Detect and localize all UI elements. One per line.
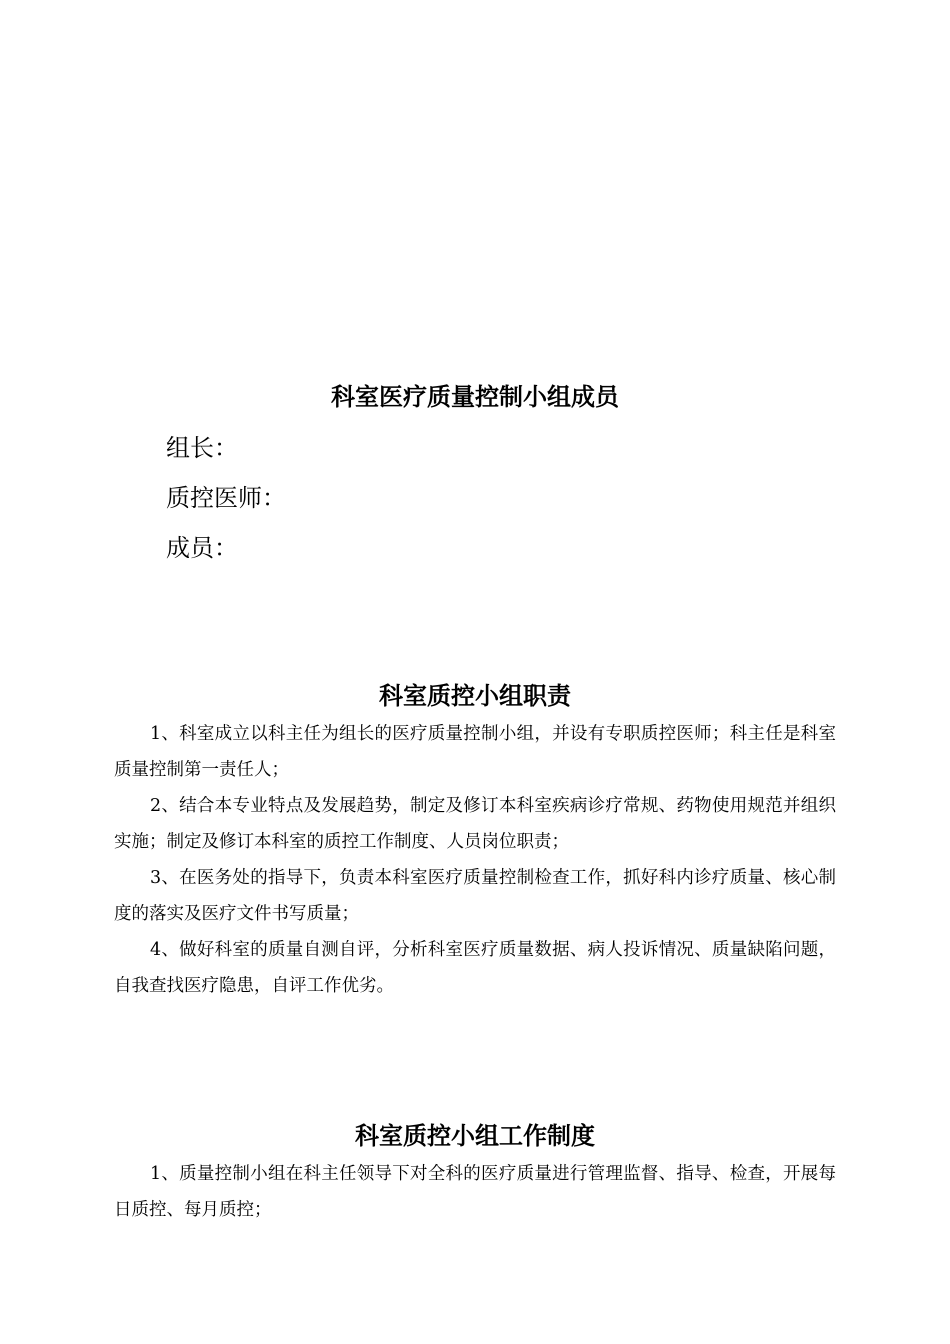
duties-section-title: 科室质控小组职责 [379,682,571,710]
rule-item: 1、质量控制小组在科主任领导下对全科的医疗质量进行管理监督、指导、检查，开展每日质控、每月质控； [114,1164,836,1220]
leader-label: 组长： [166,434,238,462]
duty-item: 1、科室成立以科主任为组长的医疗质量控制小组，并设有专职质控医师；科主任是科室质量控制第一责任人； [114,724,836,780]
duty-item: 3、在医务处的指导下，负责本科室医疗质量控制检查工作，抓好科内诊疗质量、核心制度的落实及医疗文件书写质量； [114,868,836,924]
duty-item: 4、做好科室的质量自测自评，分析科室医疗质量数据、病人投诉情况、质量缺陷问题，自我查找医疗隐患，自评工作优劣。 [114,940,836,996]
rules-section-title: 科室质控小组工作制度 [355,1122,595,1150]
members-section-title: 科室医疗质量控制小组成员 [331,383,619,411]
members-label: 成员： [166,534,238,562]
duty-item: 2、结合本专业特点及发展趋势，制定及修订本科室疾病诊疗常规、药物使用规范并组织实施；制定及修订本科室的质控工作制度、人员岗位职责； [114,796,836,852]
qc-doctor-label: 质控医师： [166,484,286,512]
